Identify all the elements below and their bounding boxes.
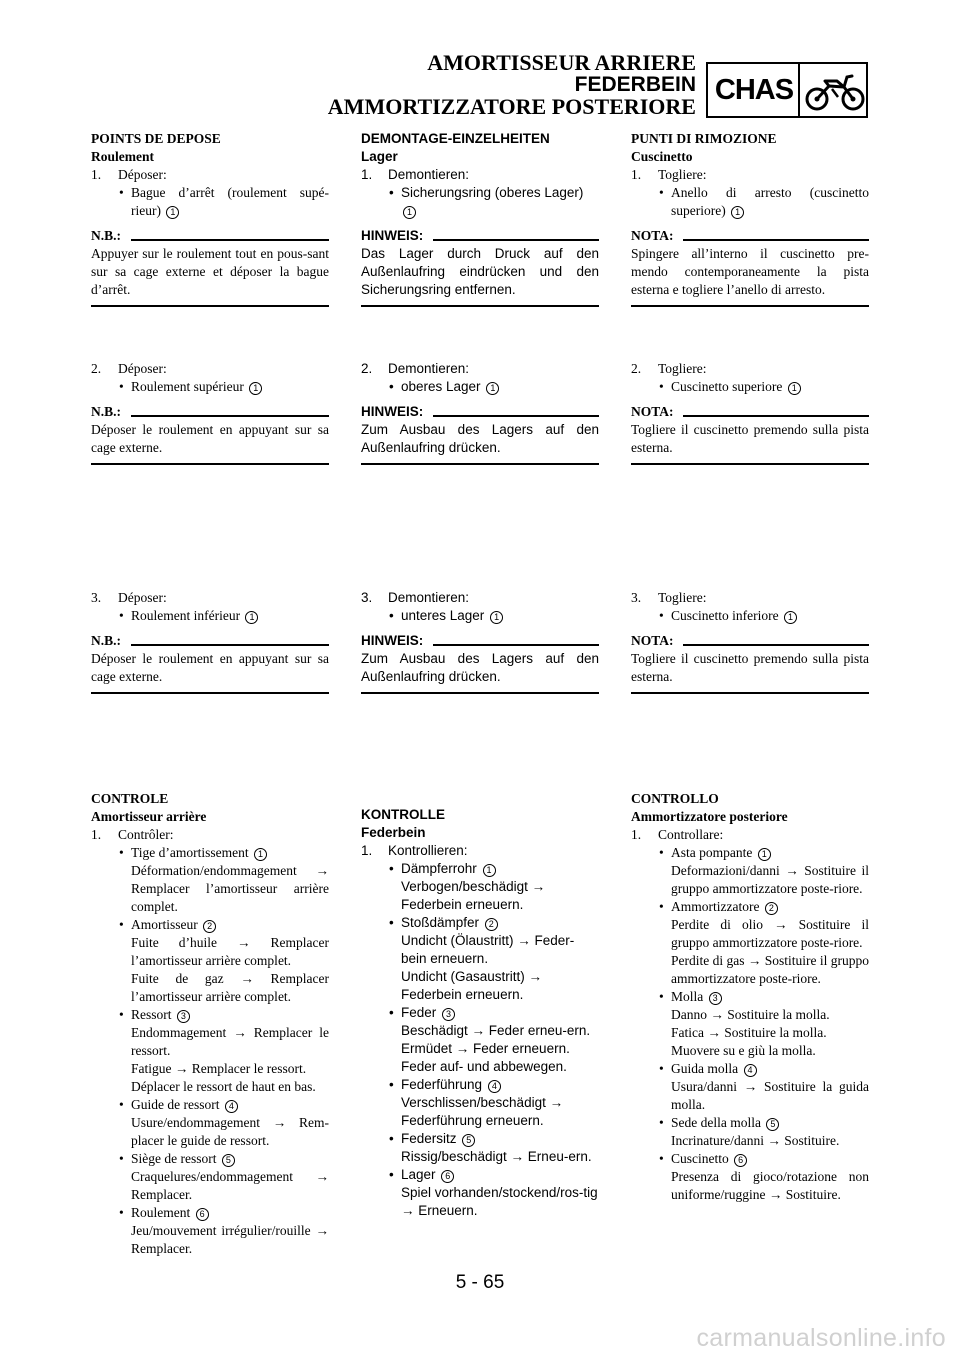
fr-check-item-3: • Ressort 3 [91, 1006, 329, 1024]
callout-ref: 5 [766, 1118, 779, 1131]
fr-check-item-2: • Amortisseur 2 [91, 916, 329, 934]
de-check-item-6: • Lager 6 [361, 1166, 599, 1184]
section-code: CHAS [714, 74, 794, 106]
fr-check-item-1-detail: Déformation/endommagement → Remplacer l’amortisseur arrière complet. [131, 863, 329, 914]
callout-ref: 6 [734, 1154, 747, 1167]
callout-ref: 1 [731, 206, 744, 219]
de-removal-title: DEMONTAGE-EINZELHEITEN [361, 131, 550, 146]
de-check-item-2-detail: Undicht (Ölaustritt) → Feder-bein erneuern. [401, 933, 575, 966]
de-check-item-4: • Federführung 4 [361, 1076, 599, 1094]
watermark: carmanualsonline.info [696, 1324, 946, 1352]
fr-step-3-note: Déposer le roulement en appuyant sur sa cage externe. [91, 650, 329, 694]
fr-removal-title: POINTS DE DEPOSE [91, 131, 221, 146]
de-check-item-3-detail: Feder auf- und abbewegen. [401, 1059, 567, 1074]
de-step-3-note-label: HINWEIS: [361, 632, 599, 650]
badge-divider [798, 64, 800, 116]
de-inspection [361, 806, 599, 1220]
fr-check-subtitle: Amortisseur arrière [91, 809, 207, 824]
header-title-it: AMMORTIZZATORE POSTERIORE [327, 94, 696, 119]
fr-step-1: 1. Déposer: [91, 167, 167, 182]
fr-check-item-2-detail: Fuite de gaz → Remplacer l’amortisseur arrière complet. [131, 971, 329, 1004]
it-check-item-2: • Ammortizzatore 2 [631, 898, 869, 916]
note-rule [131, 239, 329, 241]
fr-removal-step-2 [91, 360, 329, 465]
note-rule [683, 415, 869, 417]
callout-ref: 1 [254, 848, 267, 861]
it-check-item-1: • Asta pompante 1 [631, 844, 869, 862]
motorcycle-icon [804, 68, 866, 114]
it-removal-step-1 [631, 130, 869, 307]
de-check-item-6-detail: Spiel vorhanden/stockend/ros-tig → Erneuern. [401, 1185, 598, 1218]
callout-ref: 5 [222, 1154, 235, 1167]
it-check-title: CONTROLLO [631, 791, 719, 806]
it-check-item-2-detail: Perdite di olio → Sostituire il gruppo ammortizzatore poste-riore. [671, 917, 869, 950]
de-check-item-3: • Feder 3 [361, 1004, 599, 1022]
de-step-1: 1. Demontieren: [361, 167, 470, 182]
callout-ref: 6 [441, 1170, 454, 1183]
fr-step-1-item: • Bague d’arrêt (roulement supé-rieur) 1 [91, 184, 329, 220]
it-removal-step-2 [631, 360, 869, 465]
fr-check-item-1: • Tige d’amortissement 1 [91, 844, 329, 862]
callout-ref: 1 [788, 382, 801, 395]
callout-ref: 1 [490, 611, 503, 624]
de-check-item-5-detail: Rissig/beschädigt → Erneu-ern. [401, 1149, 592, 1164]
callout-ref: 2 [485, 918, 498, 931]
fr-check-item-6: • Roulement 6 [91, 1204, 329, 1222]
fr-check-item-2-detail: Fuite d’huile → Remplacer l’amortisseur arrière complet. [131, 935, 329, 968]
it-check-item-3-detail: Muovere su e giù la molla. [671, 1043, 816, 1058]
it-check-item-3-detail: Fatica → Sostituire la molla. [671, 1025, 827, 1040]
callout-ref: 4 [744, 1064, 757, 1077]
fr-removal-step-3 [91, 589, 329, 694]
fr-check-item-4-detail: Usure/endommagement → Rem-placer le guide de ressort. [131, 1115, 329, 1148]
de-check-title: KONTROLLE [361, 807, 445, 822]
de-step-1-note-label: HINWEIS: [361, 227, 599, 245]
note-rule [433, 415, 599, 417]
section-badge [706, 62, 868, 118]
fr-check-title: CONTROLE [91, 791, 169, 806]
de-check-item-4-detail: Verschlissen/beschädigt → Federführung erneuern. [401, 1095, 564, 1128]
it-bearing-title: Cuscinetto [631, 149, 693, 164]
header-title-de: FEDERBEIN [574, 73, 696, 96]
fr-check-item-6-detail: Jeu/mouvement irrégulier/rouille → Remplacer. [131, 1223, 329, 1256]
de-check-item-2: • Stoßdämpfer 2 [361, 914, 599, 932]
callout-ref: 2 [203, 920, 216, 933]
fr-removal-step-1 [91, 130, 329, 307]
it-step-1: 1. Togliere: [631, 167, 707, 182]
de-removal-step-3 [361, 589, 599, 694]
it-step-2-note: Togliere il cuscinetto premendo sulla pista esterna. [631, 421, 869, 465]
de-step-2-note-label: HINWEIS: [361, 403, 599, 421]
it-step-1-note-label: NOTA: [631, 227, 869, 245]
fr-step-1-note: Appuyer sur le roulement tout en pous-sant sur sa cage externe et déposer la bague d’arrêt. [91, 245, 329, 307]
fr-step-1-note-label: N.B.: [91, 227, 329, 245]
fr-check-item-5-detail: Craquelures/endommagement → Remplacer. [131, 1169, 329, 1202]
it-step-2-item: • Cuscinetto superiore 1 [631, 378, 869, 396]
callout-ref: 1 [758, 848, 771, 861]
note-rule [433, 644, 599, 646]
de-step-3-note: Zum Ausbau des Lagers auf den Außenlaufring drücken. [361, 650, 599, 694]
de-step-2-item: • oberes Lager 1 [361, 378, 599, 396]
callout-ref: 4 [488, 1080, 501, 1093]
de-check-subtitle: Federbein [361, 825, 426, 840]
it-check-item-3: • Molla 3 [631, 988, 869, 1006]
callout-ref: 1 [486, 382, 499, 395]
it-check-item-1-detail: Deformazioni/danni → Sostituire il gruppo ammortizzatore poste-riore. [671, 863, 869, 896]
it-check-item-6-detail: Presenza di gioco/rotazione non uniforme/ruggine → Sostituire. [671, 1169, 869, 1202]
de-step-1-note: Das Lager durch Druck auf den Außenlaufring eindrücken und den Sicherungsring entfernen. [361, 245, 599, 307]
it-step-3-note: Togliere il cuscinetto premendo sulla pista esterna. [631, 650, 869, 694]
de-step-3: 3. Demontieren: [361, 590, 470, 605]
de-step-2: 2. Demontieren: [361, 361, 470, 376]
it-check-item-4: • Guida molla 4 [631, 1060, 869, 1078]
callout-ref: 1 [249, 382, 262, 395]
it-step-3: 3. Togliere: [631, 590, 707, 605]
fr-step-3: 3. Déposer: [91, 590, 167, 605]
note-rule [683, 644, 869, 646]
it-check-item-4-detail: Usura/danni → Sostituire la guida molla. [671, 1079, 869, 1112]
callout-ref: 1 [403, 206, 416, 219]
it-removal-title: PUNTI DI RIMOZIONE [631, 131, 777, 146]
fr-check-item-3-detail: Fatigue → Remplacer le ressort. [131, 1061, 307, 1076]
callout-ref: 3 [177, 1010, 190, 1023]
it-step-1-note: Spingere all’interno il cuscinetto pre-mendo contemporaneamente la pista esterna e togliere l’anello di arresto. [631, 245, 869, 307]
fr-step-2-item: • Roulement supérieur 1 [91, 378, 329, 396]
fr-bearing-title: Roulement [91, 149, 154, 164]
de-removal-step-1 [361, 130, 599, 307]
it-inspection [631, 790, 869, 1204]
fr-step-2-note: Déposer le roulement en appuyant sur sa cage externe. [91, 421, 329, 465]
it-step-2-note-label: NOTA: [631, 403, 869, 421]
de-check-item-2-detail: Undicht (Gasaustritt) → Federbein erneuern. [401, 969, 543, 1002]
it-check-item-5-detail: Incrinature/danni → Sostituire. [671, 1133, 840, 1148]
it-removal-step-3 [631, 589, 869, 694]
header-title-fr: AMORTISSEUR ARRIERE [427, 50, 696, 75]
it-step-3-item: • Cuscinetto inferiore 1 [631, 607, 869, 625]
de-check-item-3-detail: Ermüdet → Feder erneuern. [401, 1041, 570, 1056]
page-header-titles [328, 52, 696, 118]
it-step-3-note-label: NOTA: [631, 632, 869, 650]
page-number: 5 - 65 [455, 1272, 505, 1293]
fr-step-2: 2. Déposer: [91, 361, 167, 376]
callout-ref: 3 [442, 1008, 455, 1021]
fr-step-2-note-label: N.B.: [91, 403, 329, 421]
de-check-item-1: • Dämpferrohr 1 [361, 860, 599, 878]
callout-ref: 1 [166, 206, 179, 219]
callout-ref: 6 [196, 1208, 209, 1221]
note-rule [433, 239, 599, 241]
fr-inspection [91, 790, 329, 1258]
de-step-1-item: • Sicherungsring (oberes Lager) 1 [361, 184, 599, 220]
callout-ref: 1 [245, 611, 258, 624]
note-rule [131, 415, 329, 417]
de-check-item-3-detail: Beschädigt → Feder erneu-ern. [401, 1023, 591, 1038]
de-check-step: 1. Kontrollieren: [361, 843, 468, 858]
callout-ref: 2 [765, 902, 778, 915]
de-check-item-5: • Federsitz 5 [361, 1130, 599, 1148]
fr-check-item-3-detail: Déplacer le ressort de haut en bas. [131, 1079, 316, 1094]
de-removal-step-2 [361, 360, 599, 465]
it-check-item-5: • Sede della molla 5 [631, 1114, 869, 1132]
de-step-3-item: • unteres Lager 1 [361, 607, 599, 625]
callout-ref: 1 [483, 864, 496, 877]
it-step-1-item: • Anello di arresto (cuscinetto superiore) 1 [631, 184, 869, 220]
callout-ref: 1 [784, 611, 797, 624]
callout-ref: 4 [225, 1100, 238, 1113]
de-step-2-note: Zum Ausbau des Lagers auf den Außenlaufring drücken. [361, 421, 599, 465]
it-step-2: 2. Togliere: [631, 361, 707, 376]
it-check-item-2-detail: Perdite di gas → Sostituire il gruppo ammortizzatore poste-riore. [671, 953, 869, 986]
callout-ref: 5 [462, 1134, 475, 1147]
fr-check-item-3-detail: Endommagement → Remplacer le ressort. [131, 1025, 329, 1058]
fr-check-item-5: • Siège de ressort 5 [91, 1150, 329, 1168]
it-check-subtitle: Ammortizzatore posteriore [631, 809, 788, 824]
fr-step-3-item: • Roulement inférieur 1 [91, 607, 329, 625]
de-check-item-1-detail: Verbogen/beschädigt → Federbein erneuern. [401, 879, 546, 912]
callout-ref: 3 [709, 992, 722, 1005]
de-bearing-title: Lager [361, 149, 398, 164]
it-check-step: 1. Controllare: [631, 827, 724, 842]
it-check-item-3-detail: Danno → Sostituire la molla. [671, 1007, 830, 1022]
fr-check-step: 1. Contrôler: [91, 827, 174, 842]
fr-check-item-4: • Guide de ressort 4 [91, 1096, 329, 1114]
note-rule [683, 239, 869, 241]
note-rule [131, 644, 329, 646]
fr-step-3-note-label: N.B.: [91, 632, 329, 650]
it-check-item-6: • Cuscinetto 6 [631, 1150, 869, 1168]
